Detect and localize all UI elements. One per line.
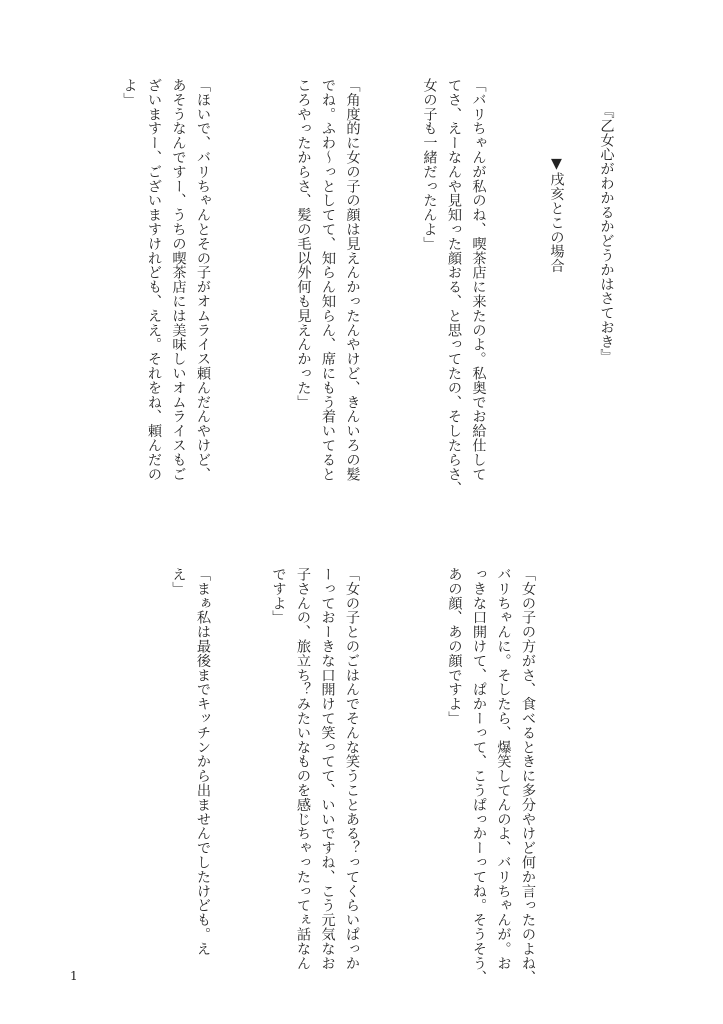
paragraph-top-2: 「角度的に女の子の顔は見えんかったんやけど、きんいろの髪 でね。ふわ～っとしてて、知らん知らん、席にもう着いてると ころやったからさ、髪の毛以外何も見えんかった」: [295, 78, 361, 482]
paragraph-bottom-2: 「女の子とのごはんでそんな笑うことある？ってくらいぱっか ーっておーきな口開けて笑ってて、いいですね、こう元気なお 子さんの、旅立ち？みたいなものを感じちゃったってぇ話なん ですよ」: [270, 567, 360, 971]
paragraph-bottom-3: 「まぁ私は最後までキッチンから出ませんでしたけども。え え」: [170, 567, 211, 956]
page-number: 1: [70, 969, 78, 983]
paragraph-bottom-1: 「女の子の方がさ、食べるときに多分やけど何か言ったのよね、 バリちゃんに。そしたら、爆笑してんのよ、バリちゃんが。お っきな口開けて、ぱかーって、こうぱっかーってね。そうそう、 あの顔、あの顔ですよ」: [446, 567, 536, 985]
page-title: 『乙女心がわかるかどうかはさておき』: [598, 104, 615, 364]
section-heading: ▼戌亥とこの場合: [548, 156, 565, 273]
paragraph-top-1: 「バリちゃんが私のね、喫茶店に来たのよ。私奥でお給仕して てさ、えーなんや見知った顔おる、と思ってたの、そしたらさ、 女の子も一緒だったんよ」: [421, 78, 487, 496]
paragraph-top-3: 「ほいで、バリちゃんとその子がオムライス頼んだんやけど、 あそうなんですー、うちの喫茶店には美味しいオムライスもご ざいますー、ございますけれども、ええ。それをね、頼んだの よ」: [121, 78, 211, 482]
